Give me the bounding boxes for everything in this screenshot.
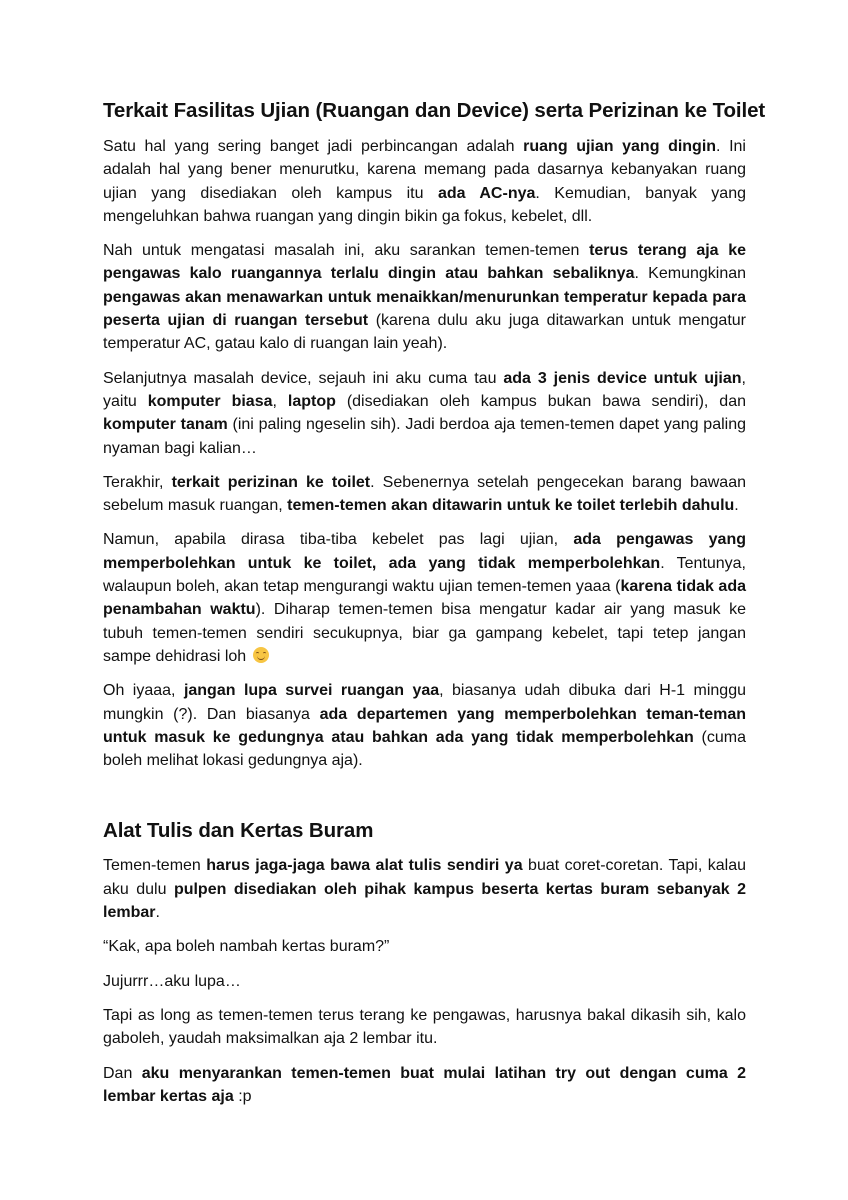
paragraph-ask-supervisor: Tapi as long as temen-temen terus terang ke pengawas, harusnya bakal dikasih sih, kalo gaboleh, yaudah maksimalkan aja 2 lembar itu. (103, 1006, 746, 1048)
paragraph-tell-supervisor: Nah untuk mengatasi masalah ini, aku sarankan temen-temen terus terang aja ke pengawas kalo ruangannya terlalu dingin atau bahkan sebaliknya. Kemungkinan pengawas akan menawarkan untuk menaikkan/menurunkan temperatur kepada para peserta ujian di ruangan tersebut (karena dulu aku juga ditawarkan untuk mengatur temperatur AC, gatau kalo di ruangan lain yeah). (103, 242, 747, 353)
paragraph-quote-question: “Kak, apa boleh nambah kertas buram?” (103, 938, 390, 956)
section-heading-exam-facilities: Terkait Fasilitas Ujian (Ruangan dan Device) serta Perizinan ke Toilet (103, 99, 766, 122)
smiling-face-icon (253, 647, 269, 663)
paragraph-bring-stationery: Temen-temen harus jaga-jaga bawa alat tulis sendiri ya buat coret-coretan. Tapi, kalau aku dulu pulpen disediakan oleh pihak kampus beserta kertas buram sebanyak 2 lembar. (103, 857, 747, 922)
paragraph-toilet-permission: Terakhir, terkait perizinan ke toilet. Sebenernya setelah pengecekan barang bawaan sebelum masuk ruangan, temen-temen akan ditawarin untuk ke toilet terlebih dahulu. (103, 473, 747, 515)
paragraph-room-survey: Oh iyaaa, jangan lupa survei ruangan yaa, biasanya udah dibuka dari H-1 minggu mungkin (?). Dan biasanya ada departemen yang memperbolehkan teman-teman untuk masuk ke gedungnya atau bahkan ada yang tidak memperbolehkan (cuma boleh melihat lokasi gedungnya aja). (103, 682, 747, 770)
paragraph-practice-tip: Dan aku menyarankan temen-temen buat mulai latihan try out dengan cuma 2 lembar kertas aja :p (103, 1064, 747, 1105)
paragraph-toilet-during-exam: Namun, apabila dirasa tiba-tiba kebelet pas lagi ujian, ada pengawas yang memperbolehkan untuk ke toilet, ada yang tidak memperbolehkan. Tentunya, walaupun boleh, akan tetap mengurangi waktu ujian temen-temen yaaa (karena tidak ada penambahan waktu). Diharap temen-temen bisa mengatur kadar air yang masuk ke tubuh temen-temen sendiri secukupnya, biar ga gampang kebelet, tapi tetep jangan sampe dehidrasi loh (103, 531, 747, 665)
document-page (103, 98, 766, 1119)
section-heading-stationery: Alat Tulis dan Kertas Buram (103, 819, 374, 843)
paragraph-forgot: Jujurrr…aku lupa… (103, 972, 241, 990)
paragraph-devices: Selanjutnya masalah device, sejauh ini aku cuma tau ada 3 jenis device untuk ujian, yaitu komputer biasa, laptop (disediakan oleh kampus bukan bawa sendiri), dan komputer tanam (ini paling ngeselin sih). Jadi berdoa aja temen-temen dapet yang paling nyaman bagi kalian… (103, 369, 746, 457)
paragraph-cold-room: Satu hal yang sering banget jadi perbincangan adalah ruang ujian yang dingin. Ini adalah hal yang bener menurutku, karena memang pada dasarnya kebanyakan ruang ujian yang disediakan oleh kampus itu ada AC-nya. Kemudian, banyak yang mengeluhkan bahwa ruangan yang dingin bikin ga fokus, kebelet, dll. (103, 138, 746, 225)
